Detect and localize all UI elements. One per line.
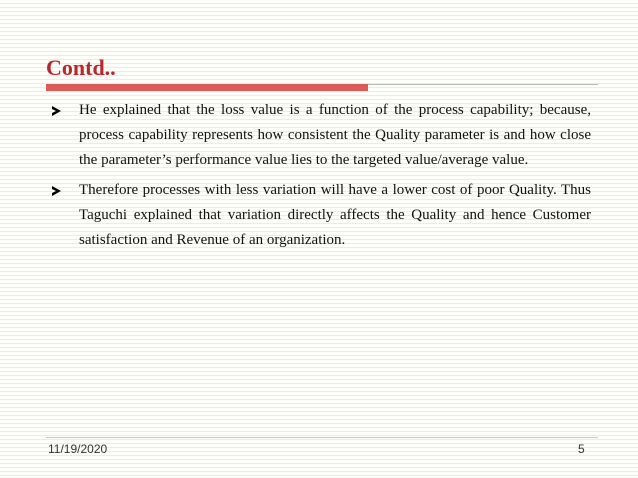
footer-date: 11/19/2020 bbox=[48, 442, 108, 456]
bullet-list bbox=[50, 98, 591, 258]
bullet-item-variation bbox=[50, 178, 591, 253]
bullet-item-loss-function bbox=[50, 98, 591, 173]
slide-title: Contd.. bbox=[46, 55, 116, 80]
bullet-text: He explained that the loss value is a function of the process capability; because, process capability represents how consistent the Quality parameter is and how close the parameter’s performance value lies to the targeted value/average value. bbox=[79, 102, 591, 168]
bullet-text: Therefore processes with less variation will have a lower cost of poor Quality. Thus Taguchi explained that variation directly affects the Quality and hence Customer satisfaction and Revenue of an organization. bbox=[79, 182, 591, 248]
arrow-bullet-icon bbox=[52, 186, 61, 196]
footer-divider bbox=[46, 437, 598, 438]
arrow-bullet-icon bbox=[52, 106, 61, 116]
page-number: 5 bbox=[578, 442, 585, 456]
title-accent-bar bbox=[46, 84, 368, 91]
